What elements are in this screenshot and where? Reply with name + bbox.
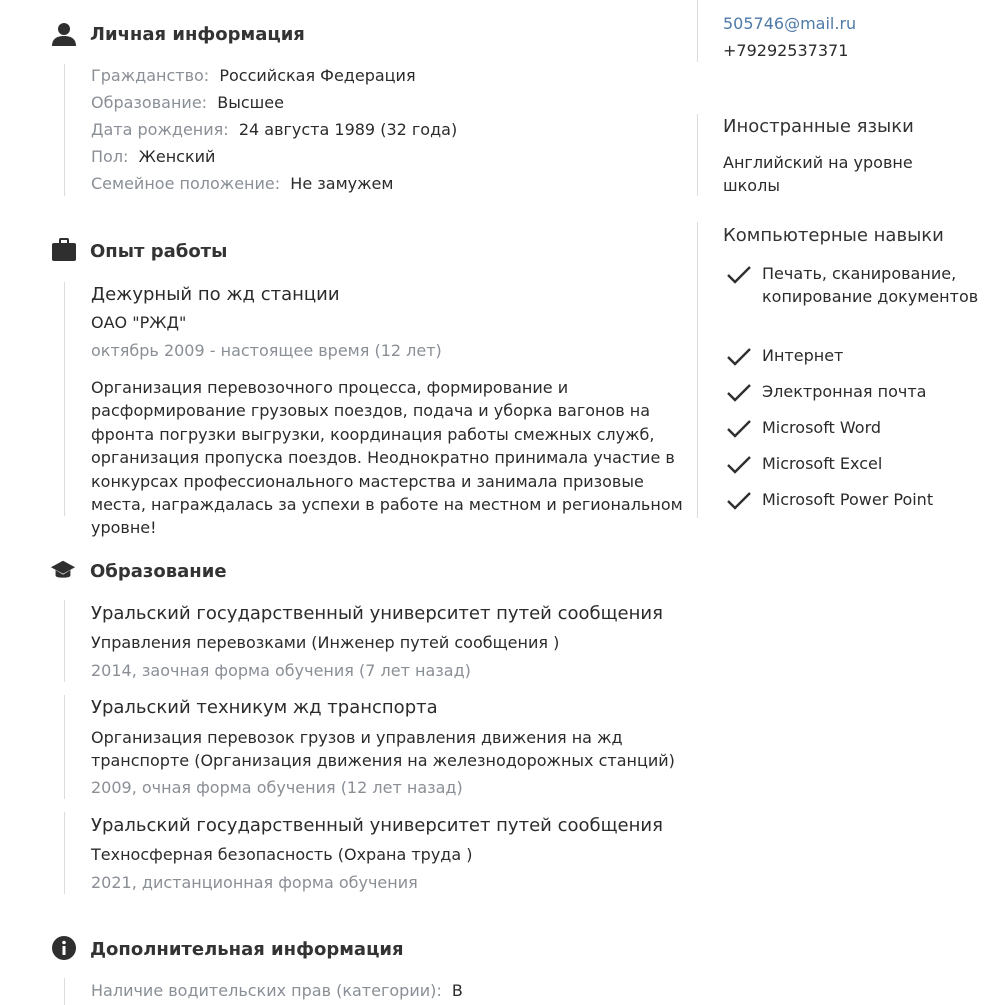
job-description: Организация перевозочного процесса, формирование и расформирование грузовых поездов, подача и уборка вагонов на фронта погрузки выгрузки, координация работы смежных служб, организация пропуска поездов. Неоднократно принимала участие в конкурсах профессионального мастерства и занимала призовые места, награждалась за успехи в работе на местном и региональном уровне!	[91, 378, 683, 538]
checkmark-icon	[726, 383, 752, 403]
edu-institution-2: Уральский техникум жд транспорта	[91, 697, 438, 718]
experience-divider	[64, 282, 65, 516]
person-icon	[51, 21, 77, 47]
personal-row-citizenship: Гражданство: Российская Федерация	[91, 66, 416, 85]
contact-email[interactable]: 505746@mail.ru	[723, 14, 857, 33]
edu-specialty-3: Техносферная безопасность (Охрана труда )	[91, 845, 473, 864]
edu-details-1: 2014, заочная форма обучения (7 лет назад)	[91, 661, 471, 680]
checkmark-icon	[726, 455, 752, 475]
personal-divider	[64, 64, 65, 196]
job-position: Дежурный по жд станции	[91, 284, 340, 305]
edu-details-3: 2021, дистанционная форма обучения	[91, 873, 418, 892]
info-icon	[51, 935, 77, 961]
section-title-experience: Опыт работы	[90, 241, 228, 262]
personal-row-gender: Пол: Женский	[91, 147, 216, 166]
edu-specialty-2: Организация перевозок грузов и управления движения на жд транспорте (Организация движения на железнодорожных станций)	[91, 728, 675, 771]
checkmark-icon	[726, 347, 752, 367]
section-title-additional: Дополнительная информация	[90, 939, 404, 960]
languages-title: Иностранные языки	[723, 116, 914, 137]
education-divider-1	[64, 600, 65, 682]
edu-institution-1: Уральский государственный университет путей сообщения	[91, 603, 663, 624]
contacts-divider	[697, 0, 698, 62]
languages-text: Английский на уровне школы	[723, 153, 913, 196]
graduation-cap-icon	[50, 557, 76, 583]
skills-title: Компьютерные навыки	[723, 225, 944, 246]
edu-institution-3: Уральский государственный университет путей сообщения	[91, 815, 663, 836]
skills-divider	[697, 222, 698, 518]
education-divider-3	[64, 812, 65, 894]
contact-phone: +79292537371	[723, 41, 849, 60]
job-period: октябрь 2009 - настоящее время (12 лет)	[91, 341, 442, 360]
job-company: ОАО "РЖД"	[91, 313, 187, 332]
education-divider-2	[64, 695, 65, 799]
additional-divider	[64, 978, 65, 1005]
briefcase-icon	[51, 237, 77, 263]
checkmark-icon	[726, 491, 752, 511]
checkmark-icon	[726, 265, 752, 285]
section-title-education: Образование	[90, 561, 227, 582]
languages-divider	[697, 114, 698, 196]
personal-row-birthdate: Дата рождения: 24 августа 1989 (32 года)	[91, 120, 458, 139]
edu-specialty-1: Управления перевозками (Инженер путей сообщения )	[91, 633, 560, 652]
personal-row-education: Образование: Высшее	[91, 93, 284, 112]
section-title-personal: Личная информация	[90, 24, 305, 45]
edu-details-2: 2009, очная форма обучения (12 лет назад)	[91, 778, 463, 797]
checkmark-icon	[726, 419, 752, 439]
additional-row-license: Наличие водительских прав (категории): B	[91, 981, 463, 1000]
personal-row-marital: Семейное положение: Не замужем	[91, 174, 394, 193]
